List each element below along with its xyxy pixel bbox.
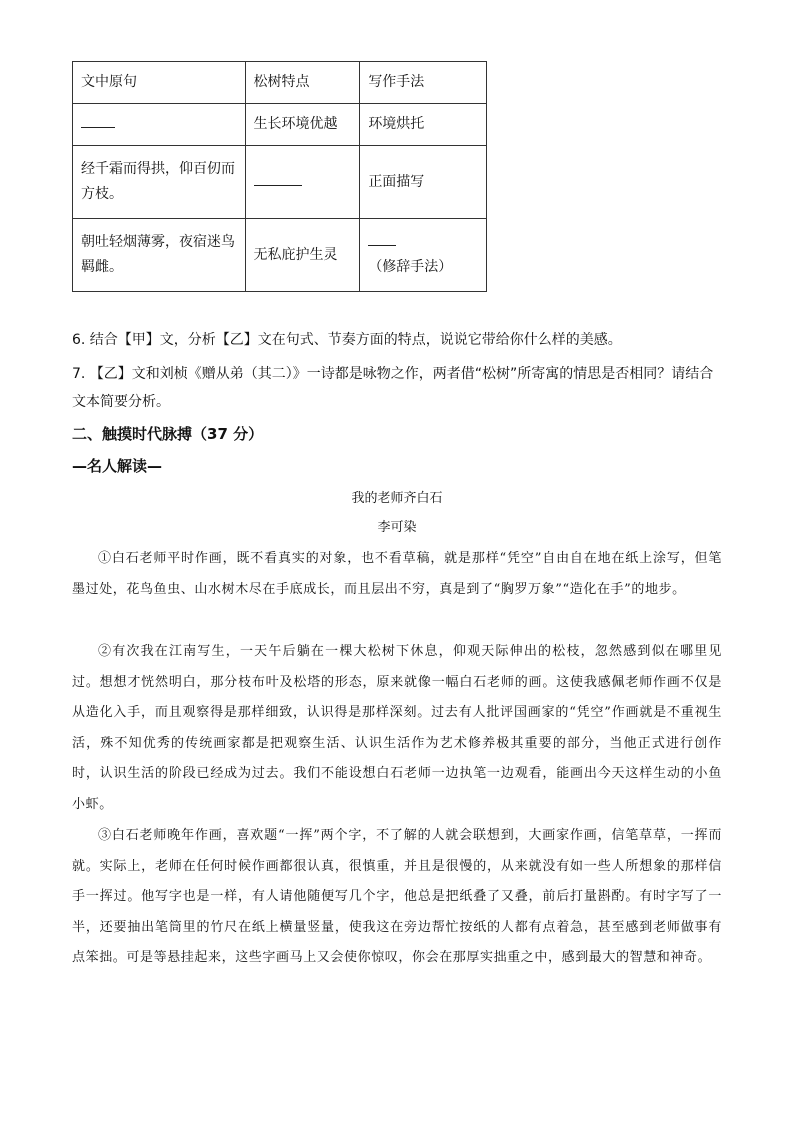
table-cell: 经千霜而得拱，仰百仞而方枝。 <box>73 146 246 219</box>
analysis-table <box>72 61 487 292</box>
article-author: 李可染 <box>377 520 417 535</box>
table-cell: 环境烘托 <box>360 104 487 146</box>
table-cell: 正面描写 <box>360 146 487 219</box>
question-6: 6. 结合【甲】文，分析【乙】文在句式、节奏方面的特点，说说它带给你什么样的美感。 <box>72 332 622 348</box>
header-original-sentence: 文中原句 <box>73 62 246 104</box>
table-row <box>73 219 487 292</box>
question-7: 7. 【乙】文和刘桢《赠从弟（其二）》一诗都是咏物之作，两者借“松树”所寄寓的情思是否相同？请结合文本简要分析。 <box>72 366 714 410</box>
table-cell: 朝吐轻烟薄雾，夜宿迷鸟羁雌。 <box>73 219 246 292</box>
answer-blank-cell <box>360 219 487 292</box>
answer-blank <box>81 113 115 128</box>
header-pine-feature: 松树特点 <box>245 62 360 104</box>
table-cell: 生长环境优越 <box>245 104 360 146</box>
article-paragraph-3: ③白石老师晚年作画，喜欢题“一挥”两个字，不了解的人就会联想到，大画家作画，信笔草草，一挥而就。实际上，老师在任何时候作画都很认真，很慎重，并且是很慢的，从来就没有如一些人所想象的那样信手一挥过。他写字也是一样，有人请他随便写几个字，他总是把纸叠了又叠，前后打量斟酌。有时字写了一半，还要抽出笔筒里的竹尺在纸上横量竖量，使我这在旁边帮忙按纸的人都有点着急，甚至感到老师做事有点笨拙。可是等悬挂起来，这些字画马上又会使你惊叹，你会在那厚实拙重之中，感到最大的智慧和神奇。 <box>72 828 722 965</box>
section-heading: 二、触摸时代脉搏（37 分） <box>72 425 264 443</box>
table-row <box>73 146 487 219</box>
article-paragraph-1: ①白石老师平时作画，既不看真实的对象，也不看草稿，就是那样“凭空”自由自在地在纸上涂写，但笔墨过处，花鸟鱼虫、山水树木尽在手底成长，而且层出不穷，真是到了“胸罗万象”“造化在手”的地步。 <box>72 551 722 597</box>
answer-blank-cell <box>245 146 360 219</box>
answer-blank-cell <box>73 104 246 146</box>
article-title: 我的老师齐白石 <box>351 491 443 506</box>
table-header-row <box>73 62 487 104</box>
table-cell: 无私庇护生灵 <box>245 219 360 292</box>
table-row <box>73 104 487 146</box>
answer-blank <box>368 231 396 246</box>
article-paragraph-2: ②有次我在江南写生，一天午后躺在一棵大松树下休息，仰观天际伸出的松枝，忽然感到似在哪里见过。想想才恍然明白，那分枝布叶及松塔的形态，原来就像一幅白石老师的画。这使我感佩老师作画不仅是从造化入手，而且观察得是那样细致，认识得是那样深刻。过去有人批评国画家的“凭空”作画就是不重视生活，殊不知优秀的传统画家都是把观察生活、认识生活作为艺术修养极其重要的部分，当他正式进行创作时，认识生活的阶段已经成为过去。我们不能设想白石老师一边执笔一边观看，能画出今天这样生动的小鱼小虾。 <box>72 644 722 812</box>
section-subheading: —名人解读— <box>72 457 163 475</box>
header-writing-technique: 写作手法 <box>360 62 487 104</box>
answer-blank <box>254 171 302 186</box>
rhetoric-note: （修辞手法） <box>368 259 453 275</box>
